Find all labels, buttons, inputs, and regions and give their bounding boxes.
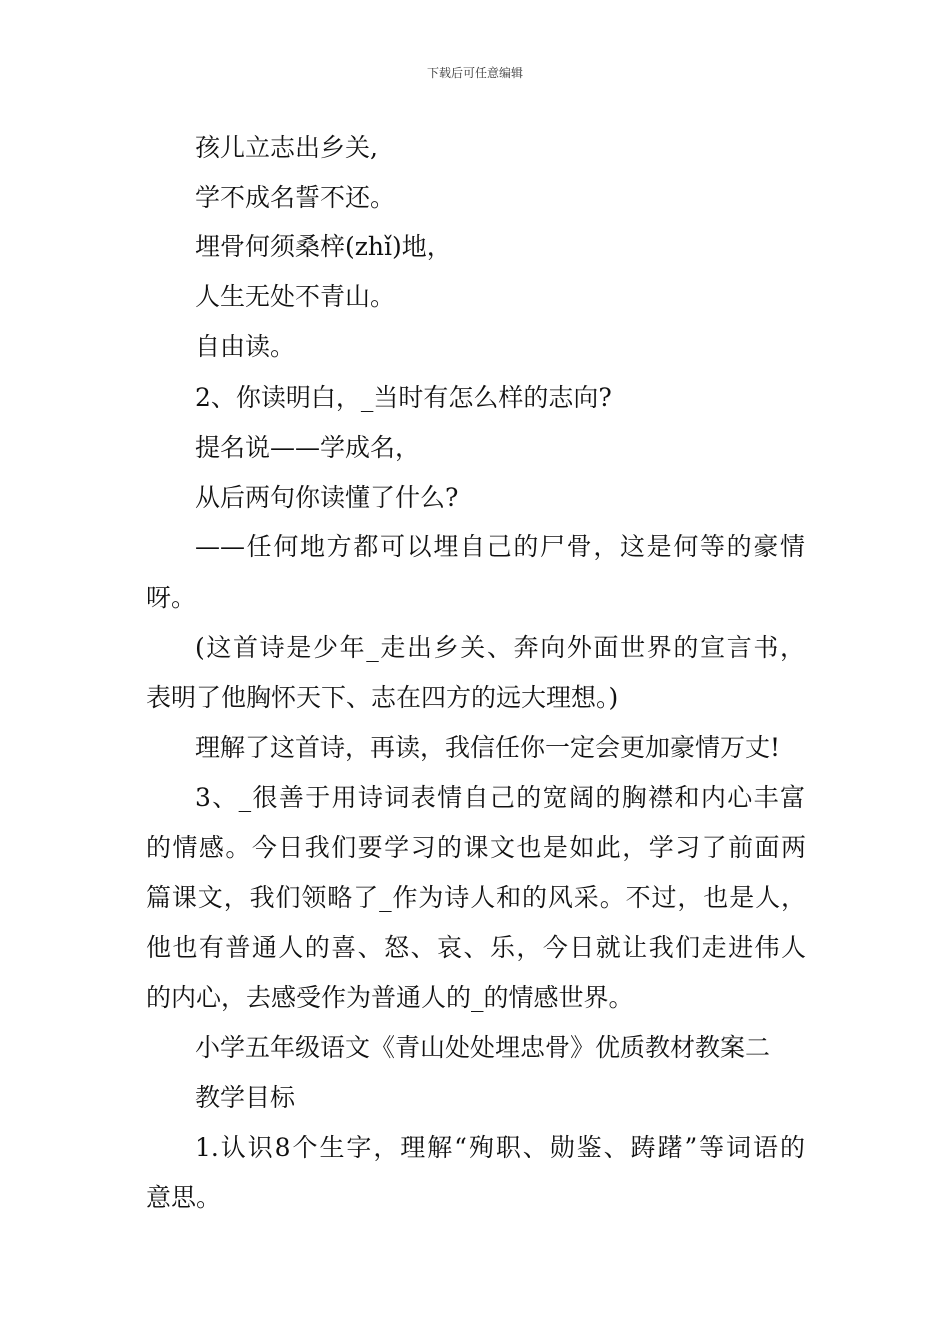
paragraph-line: 理解了这首诗，再读，我信任你一定会更加豪情万丈! [195, 733, 781, 762]
section-title: 小学五年级语文《青山处处埋忠骨》优质教材教案二 [195, 1033, 771, 1062]
paragraph-line: 1.认识8个生字，理解“殉职、勋鉴、踌躇”等词语的 [195, 1133, 805, 1162]
paragraph-line: 的情感。今日我们要学习的课文也是如此，学习了前面两 [146, 833, 806, 862]
paragraph-line: 篇课文，我们领略了_作为诗人和的风采。不过，也是人， [146, 883, 806, 912]
page-header: 下载后可任意编辑 [426, 66, 523, 80]
paragraph-line: (这首诗是少年_走出乡关、奔向外面世界的宣言书， [195, 633, 805, 662]
paragraph-line: 表明了他胸怀天下、志在四方的远大理想。) [146, 683, 619, 712]
paragraph-line: 呀。 [146, 583, 197, 612]
paragraph-line: 提名说——学成名， [195, 433, 421, 462]
poem-line-1: 孩儿立志出乡关, [195, 133, 378, 162]
paragraph-line: 的内心，去感受作为普通人的_的情感世界。 [146, 983, 634, 1012]
paragraph-line: ——任何地方都可以埋自己的尸骨，这是何等的豪情 [195, 532, 805, 561]
paragraph-line: 他也有普通人的喜、怒、哀、乐，今日就让我们走进伟人 [146, 933, 806, 962]
paragraph-line: 从后两句你读懂了什么? [195, 483, 459, 512]
poem-line-3: 埋骨何须桑梓(zhǐ)地， [195, 232, 452, 261]
paragraph-line: 2、你读明白，_当时有怎么样的志向? [195, 383, 612, 412]
section-heading: 教学目标 [195, 1083, 296, 1112]
paragraph-line: 自由读。 [195, 332, 296, 361]
poem-line-4: 人生无处不青山。 [195, 282, 396, 311]
poem-line-2: 学不成名誓不还。 [195, 183, 396, 212]
paragraph-line: 3、_很善于用诗词表情自己的宽阔的胸襟和内心丰富 [195, 783, 805, 812]
paragraph-line: 意思。 [146, 1183, 222, 1212]
